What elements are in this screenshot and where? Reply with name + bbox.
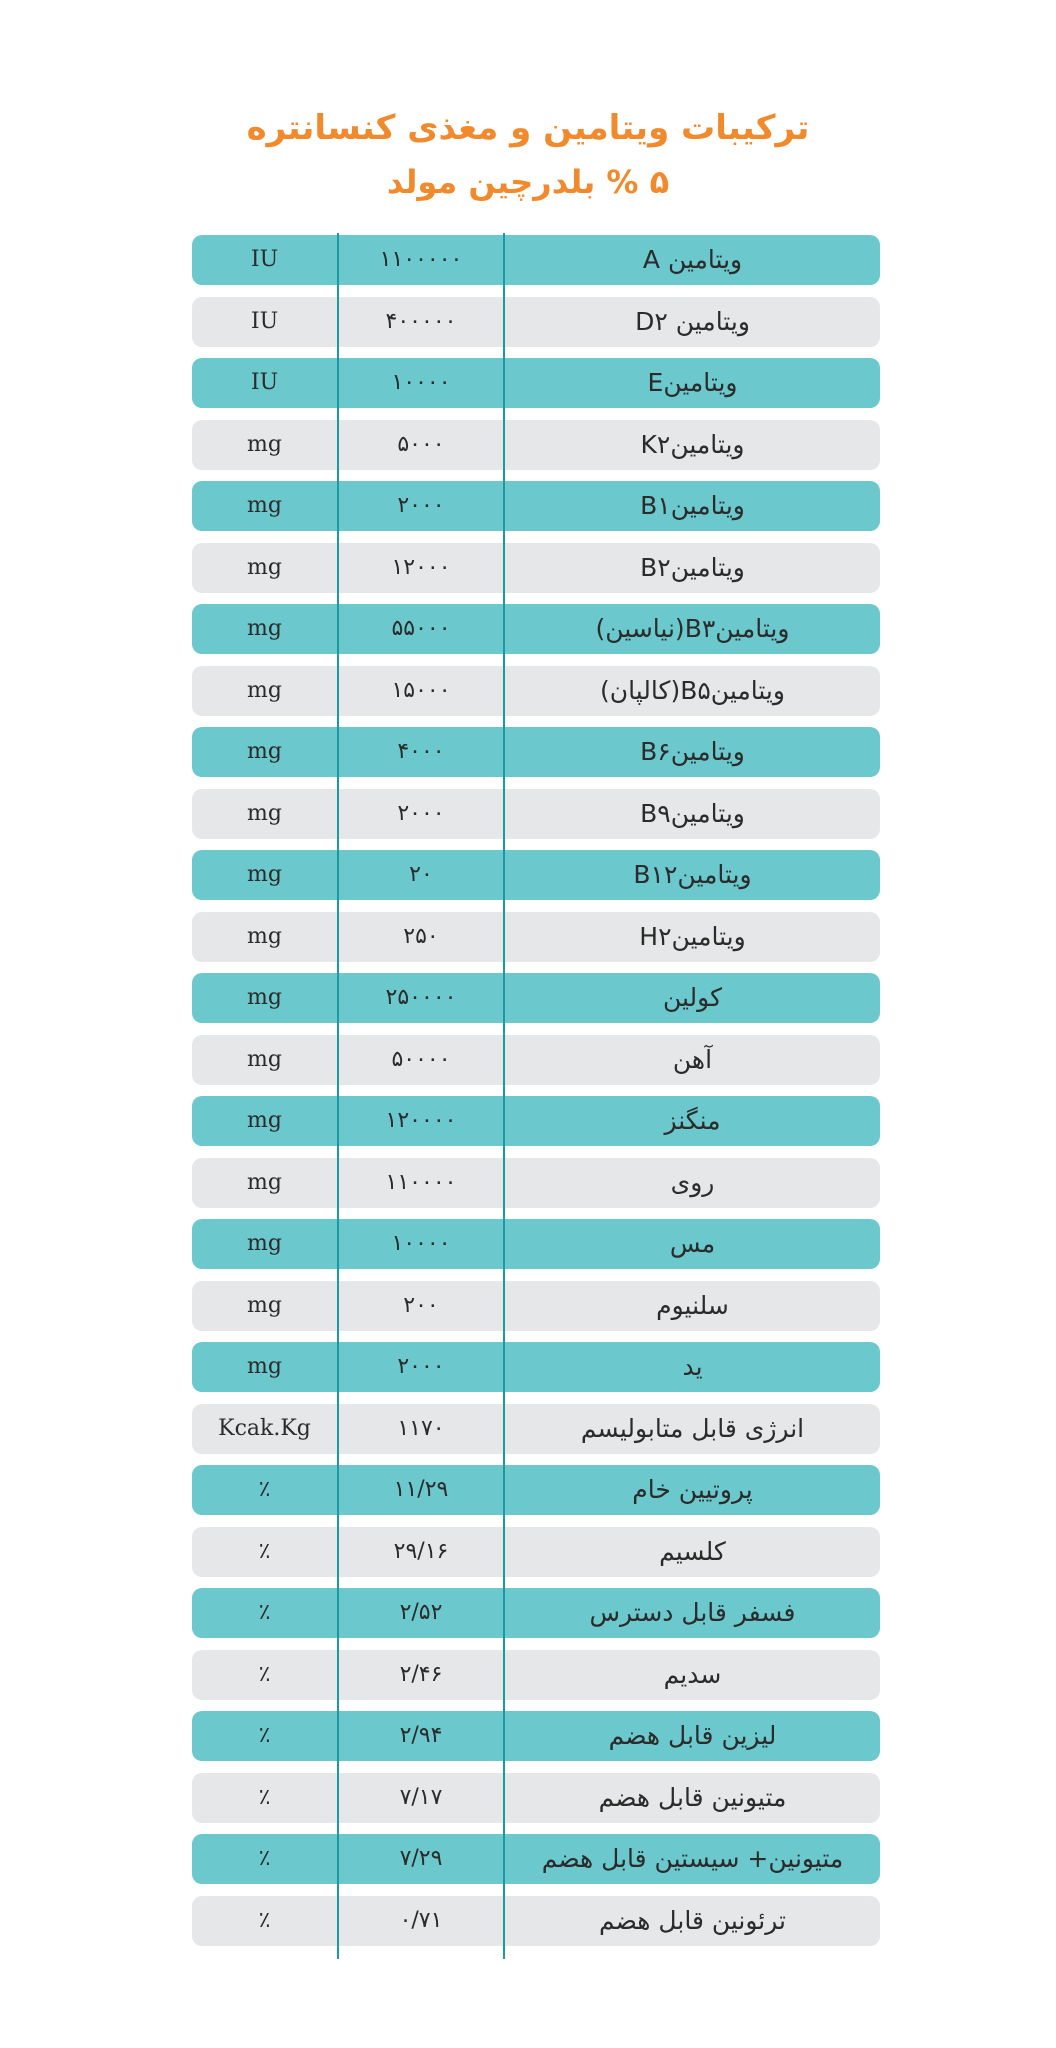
value-cell: ۲۰۰۰ <box>397 493 445 518</box>
unit-cell: ٪ <box>258 1600 271 1625</box>
table-row <box>192 1281 880 1331</box>
unit-cell: mg <box>247 1169 282 1195</box>
value-cell: ۲۹/۱۶ <box>393 1538 449 1564</box>
value-cell: ۷/۲۹ <box>399 1846 443 1871</box>
nutrient-name-cell: فسفر قابل دسترس <box>589 1598 796 1627</box>
column-divider <box>503 233 505 1959</box>
unit-cell: mg <box>247 1292 282 1318</box>
table-row <box>192 1158 880 1208</box>
nutrient-name-cell: متیونین قابل هضم <box>598 1782 787 1812</box>
nutrient-name-cell: ویتامینB۲ <box>640 552 745 582</box>
nutrient-name-cell: ید <box>682 1352 703 1381</box>
unit-cell: IU <box>250 370 279 395</box>
unit-cell: ٪ <box>258 1477 271 1502</box>
table-row <box>192 1773 880 1823</box>
nutrient-name-cell: ویتامینB۶ <box>640 737 745 766</box>
table-row <box>192 1035 880 1085</box>
nutrient-name-cell: منگنز <box>664 1106 721 1135</box>
table-row <box>192 1650 880 1700</box>
unit-cell: mg <box>247 1046 282 1072</box>
unit-cell: mg <box>247 616 282 641</box>
column-divider <box>337 233 339 1959</box>
nutrient-name-cell: سدیم <box>663 1659 722 1689</box>
nutrient-name-cell: کولین <box>662 983 722 1012</box>
nutrient-name-cell: مس <box>669 1229 716 1258</box>
unit-cell: ٪ <box>258 1784 271 1810</box>
nutrient-name-cell: ترئونین قابل هضم <box>598 1905 786 1935</box>
table-row <box>192 358 880 408</box>
unit-cell: mg <box>247 923 282 949</box>
page-subtitle: ۵ % بلدرچین مولد <box>386 163 670 201</box>
nutrient-name-cell: پروتیین خام <box>632 1475 753 1504</box>
table-row <box>192 1588 880 1638</box>
value-cell: ۱۱۷۰ <box>397 1415 445 1441</box>
unit-cell: ٪ <box>258 1907 271 1933</box>
value-cell: ۲۰۰ <box>403 1292 439 1318</box>
table-row <box>192 1527 880 1577</box>
value-cell: ۲۵۰ <box>403 923 439 949</box>
value-cell: ۲/۴۶ <box>399 1661 443 1687</box>
nutrient-name-cell: ویتامینB۱۲ <box>633 860 752 889</box>
table-row <box>192 1896 880 1946</box>
table-row <box>192 850 880 900</box>
value-cell: ۱۰۰۰۰ <box>391 1231 451 1256</box>
nutrient-name-cell: ویتامین D۲ <box>635 306 750 336</box>
unit-cell: IU <box>250 247 279 272</box>
table-row <box>192 235 880 285</box>
table-row <box>192 912 880 962</box>
unit-cell: mg <box>247 739 282 764</box>
value-cell: ۲۵۰۰۰۰ <box>385 985 457 1010</box>
table-row <box>192 1834 880 1884</box>
unit-cell: ٪ <box>258 1723 271 1748</box>
value-cell: ۱۰۰۰۰ <box>391 370 451 395</box>
value-cell: ۱۱۰۰۰۰۰ <box>379 247 463 272</box>
nutrient-name-cell: متیونین+ سیستین قابل هضم <box>541 1844 844 1873</box>
table-row <box>192 604 880 654</box>
value-cell: ۵۰۰۰ <box>397 431 445 457</box>
value-cell: ۲۰۰۰ <box>397 800 445 826</box>
table-row <box>192 666 880 716</box>
value-cell: ۴۰۰۰۰۰ <box>385 308 457 334</box>
unit-cell: mg <box>247 431 282 457</box>
nutrient-name-cell: سلنیوم <box>656 1290 729 1320</box>
table-row <box>192 297 880 347</box>
nutrient-name-cell: ویتامینB۹ <box>640 798 745 828</box>
table-row <box>192 481 880 531</box>
unit-cell: ٪ <box>258 1661 271 1687</box>
nutrient-name-cell: کلسیم <box>659 1536 726 1566</box>
table-row <box>192 789 880 839</box>
value-cell: ۱۱/۲۹ <box>393 1477 449 1502</box>
unit-cell: mg <box>247 1108 282 1133</box>
table-row <box>192 727 880 777</box>
table-row <box>192 973 880 1023</box>
unit-cell: ٪ <box>258 1846 271 1871</box>
nutrient-name-cell: انرژی قابل متابولیسم <box>580 1413 805 1443</box>
nutrient-name-cell: لیزین قابل هضم <box>608 1721 777 1750</box>
unit-cell: mg <box>247 1231 282 1256</box>
value-cell: ۱۵۰۰۰ <box>391 677 451 703</box>
value-cell: ۲۰۰۰ <box>397 1354 445 1379</box>
value-cell: ۲/۹۴ <box>399 1723 443 1748</box>
unit-cell: mg <box>247 1354 282 1379</box>
nutrient-name-cell: ویتامینB۳(نیاسین) <box>595 614 790 643</box>
table-row <box>192 420 880 470</box>
unit-cell: mg <box>247 985 282 1010</box>
value-cell: ۱۲۰۰۰۰ <box>385 1108 457 1133</box>
value-cell: ۱۲۰۰۰ <box>391 554 451 580</box>
unit-cell: ٪ <box>258 1538 271 1564</box>
table-row <box>192 1342 880 1392</box>
value-cell: ۷/۱۷ <box>399 1784 443 1810</box>
table-row <box>192 1219 880 1269</box>
unit-cell: mg <box>247 493 282 518</box>
nutrient-name-cell: ویتامینH۲ <box>639 921 746 951</box>
unit-cell: mg <box>247 677 282 703</box>
table-row <box>192 1465 880 1515</box>
nutrient-name-cell: روی <box>670 1167 715 1197</box>
unit-cell: IU <box>250 308 279 334</box>
value-cell: ۲۰ <box>409 862 433 887</box>
unit-cell: mg <box>247 800 282 826</box>
nutrient-name-cell: ویتامینK۲ <box>640 429 745 459</box>
value-cell: ۱۱۰۰۰۰ <box>385 1169 457 1195</box>
value-cell: ۵۰۰۰۰ <box>391 1046 451 1072</box>
page-title: ترکیبات ویتامین و مغذی کنسانتره <box>246 108 810 148</box>
unit-cell: mg <box>247 554 282 580</box>
value-cell: ۴۰۰۰ <box>397 739 445 764</box>
value-cell: ۰/۷۱ <box>399 1907 443 1933</box>
nutrient-name-cell: ویتامینE <box>647 368 738 397</box>
value-cell: ۲/۵۲ <box>399 1600 443 1625</box>
nutrient-name-cell: ویتامین A <box>642 245 743 274</box>
nutrient-name-cell: ویتامینB۵(کالپان) <box>600 675 785 705</box>
table-row <box>192 1404 880 1454</box>
nutrient-name-cell: آهن <box>672 1044 713 1074</box>
value-cell: ۵۵۰۰۰ <box>391 616 451 641</box>
table-row <box>192 1096 880 1146</box>
table-row <box>192 1711 880 1761</box>
unit-cell: Kcak.Kg <box>218 1415 311 1441</box>
table-row <box>192 543 880 593</box>
unit-cell: mg <box>247 862 282 887</box>
nutrient-name-cell: ویتامینB۱ <box>640 491 745 520</box>
